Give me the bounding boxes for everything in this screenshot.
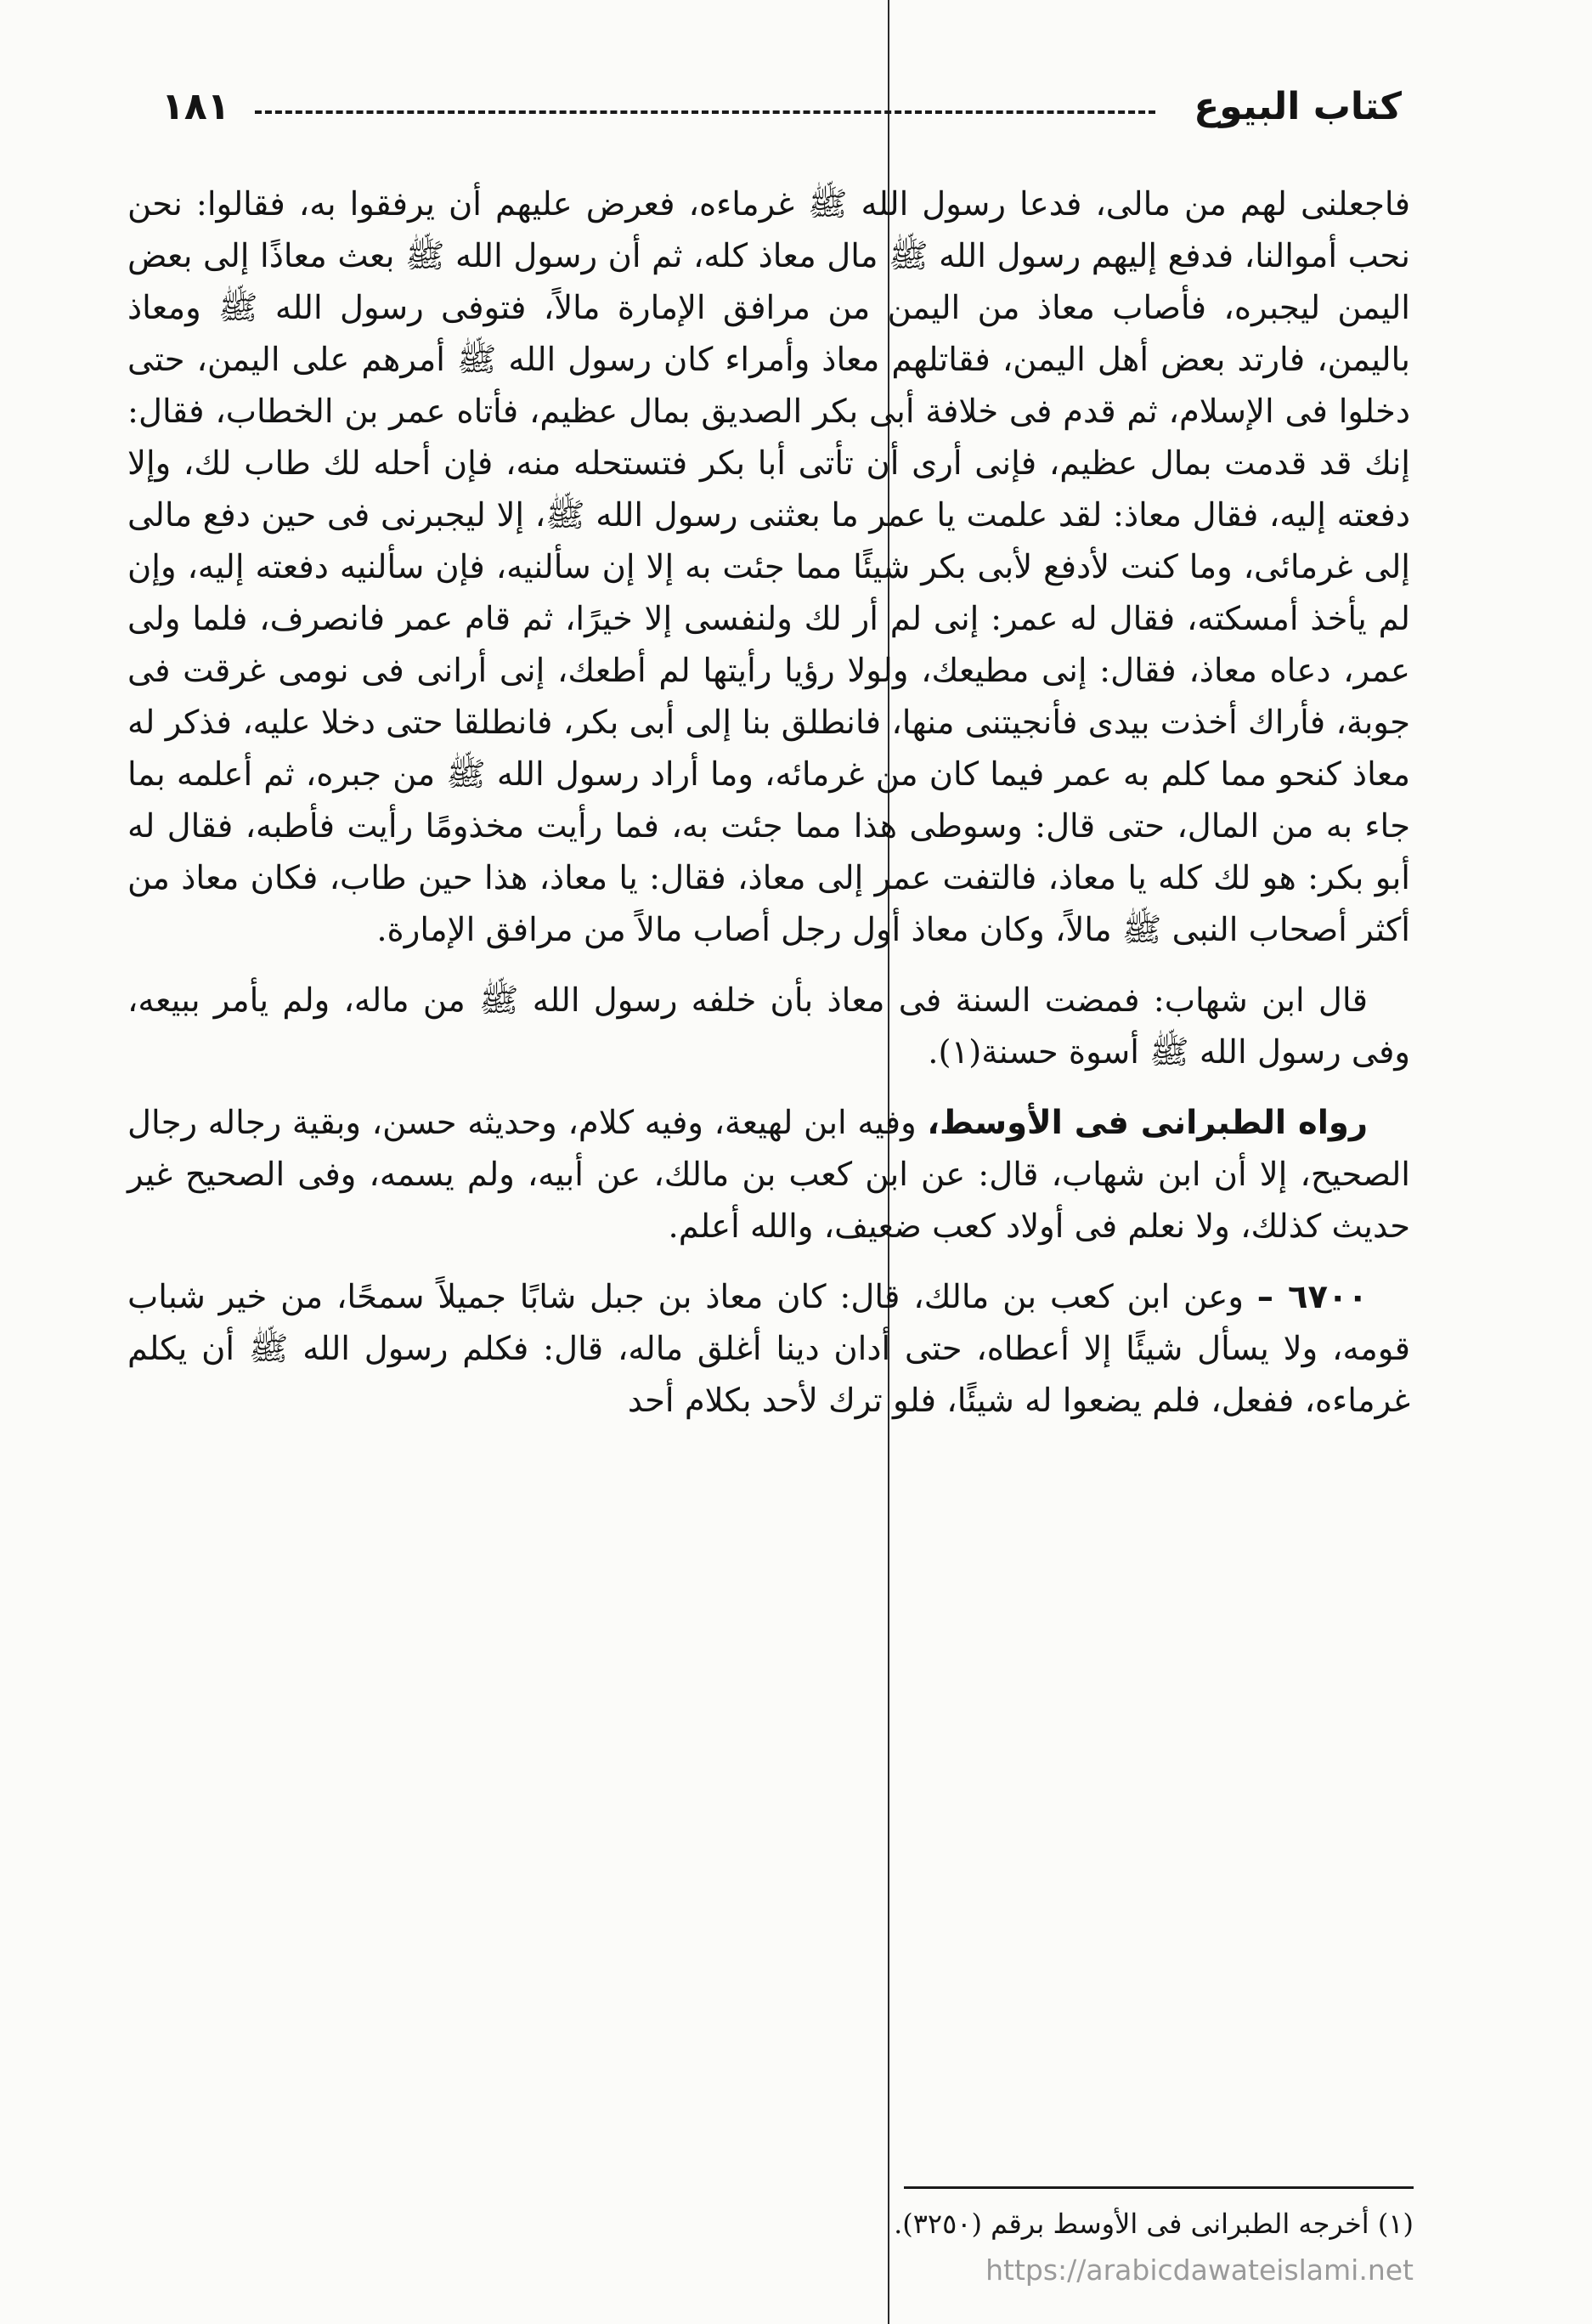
footnote: (١) أخرجه الطبرانى فى الأوسط برقم (٣٢٥٠). — [894, 2208, 1414, 2240]
paragraph: قال ابن شهاب: فمضت السنة فى معاذ بأن خلفه رسول الله ﷺ من ماله، ولم يأمر ببيعه، وفى رسول الله ﷺ أسوة حسنة(١). — [127, 981, 1410, 1072]
watermark-url: https://arabicdawateislami.net — [985, 2253, 1414, 2287]
main-text — [127, 178, 1410, 1445]
page-number: ١٨١ — [161, 85, 230, 128]
page-header — [161, 85, 1402, 144]
source-attribution: رواه الطبرانى فى الأوسط، — [927, 1104, 1368, 1142]
footnote-separator — [904, 2186, 1414, 2189]
paragraph-text: وفيه ابن لهيعة، وفيه كلام، وحديثه حسن، وبقية رجاله رجال الصحيح، إلا أن ابن شهاب، قال: عن ابن كعب بن مالك، عن أبيه، ولم يسمه، وفى الصحيح غير حديث كذلك، ولا نعلم فى أولاد كعب ضعيف، والله أعلم. — [127, 1104, 1410, 1246]
hadith-number: ٦٧٠٠ – — [1256, 1278, 1368, 1316]
header-dashed-rule — [255, 110, 1155, 114]
hadith-entry — [127, 1271, 1410, 1427]
paragraph — [127, 1097, 1410, 1252]
paragraph-text: وعن ابن كعب بن مالك، قال: كان معاذ بن جبل شابًا جميلاً سمحًا، من خير شباب قومه، ولا يسأل شيئًا إلا أعطاه، حتى أدان دينا أغلق ماله، قال: فكلم رسول الله ﷺ أن يكلم غرماءه، ففعل، فلم يضعوا له شيئًا، فلو ترك لأحد بكلام أحد — [127, 1278, 1410, 1420]
paragraph: فاجعلنى لهم من مالى، فدعا رسول الله ﷺ غرماءه، فعرض عليهم أن يرفقوا به، فقالوا: نحن نحب أموالنا، فدفع إليهم رسول الله ﷺ مال معاذ كله، ثم أن رسول الله ﷺ بعث معاذًا إلى بعض اليمن ليجبره، فأصاب معاذ من اليمن من مرافق الإمارة مالاً، فتوفى رسول الله ﷺ ومعاذ باليمن، فارتد بعض أهل اليمن، فقاتلهم معاذ وأمراء كان رسول الله ﷺ أمرهم على اليمن، حتى دخلوا فى الإسلام، ثم قدم فى خلافة أبى بكر الصديق بمال عظيم، فأتاه عمر بن الخطاب، فقال: إنك قد قدمت بمال عظيم، فإنى أرى أن تأتى أبا بكر فتستحله منه، فإن أحله لك طاب لك، وإلا دفعته إليه، فقال معاذ: لقد علمت يا عمر ما بعثنى رسول الله ﷺ، إلا ليجبرنى فى حين دفع مالى إلى غرمائى، وما كنت لأدفع لأبى بكر شيئًا مما جئت به إلا إن سألنيه، فإن سألنيه دفعته إليه، وإن لم يأخذ أمسكته، فقال له عمر: إنى لم أر لك ولنفسى إلا خيرًا، ثم قام عمر فانصرف، فلما ولى عمر، دعاه معاذ، فقال: إنى مطيعك، ولولا رؤيا رأيتها لم أطعك، إنى أرانى فى نومى غرقت فى جوبة، فأراك أخذت بيدى فأنجيتنى منها، فانطلق بنا إلى أبى بكر، فانطلقا حتى دخلا عليه، فذكر له معاذ كنحو مما كلم به عمر فيما كان من غرمائه، وما أراد رسول الله ﷺ من جبره، ثم أعلمه بما جاء به من المال، حتى قال: وسوطى هذا مما جئت به، فما رأيت مخذومًا رأيت فأطبه، فقال له أبو بكر: هو لك كله يا معاذ، فالتفت عمر إلى معاذ، فقال: يا معاذ، هذا حين طاب، فكان معاذ من أكثر أصحاب النبى ﷺ مالاً، وكان معاذ أول رجل أصاب مالاً من مرافق الإمارة. — [127, 185, 1410, 949]
running-title: كتاب البيوع — [1194, 85, 1402, 128]
